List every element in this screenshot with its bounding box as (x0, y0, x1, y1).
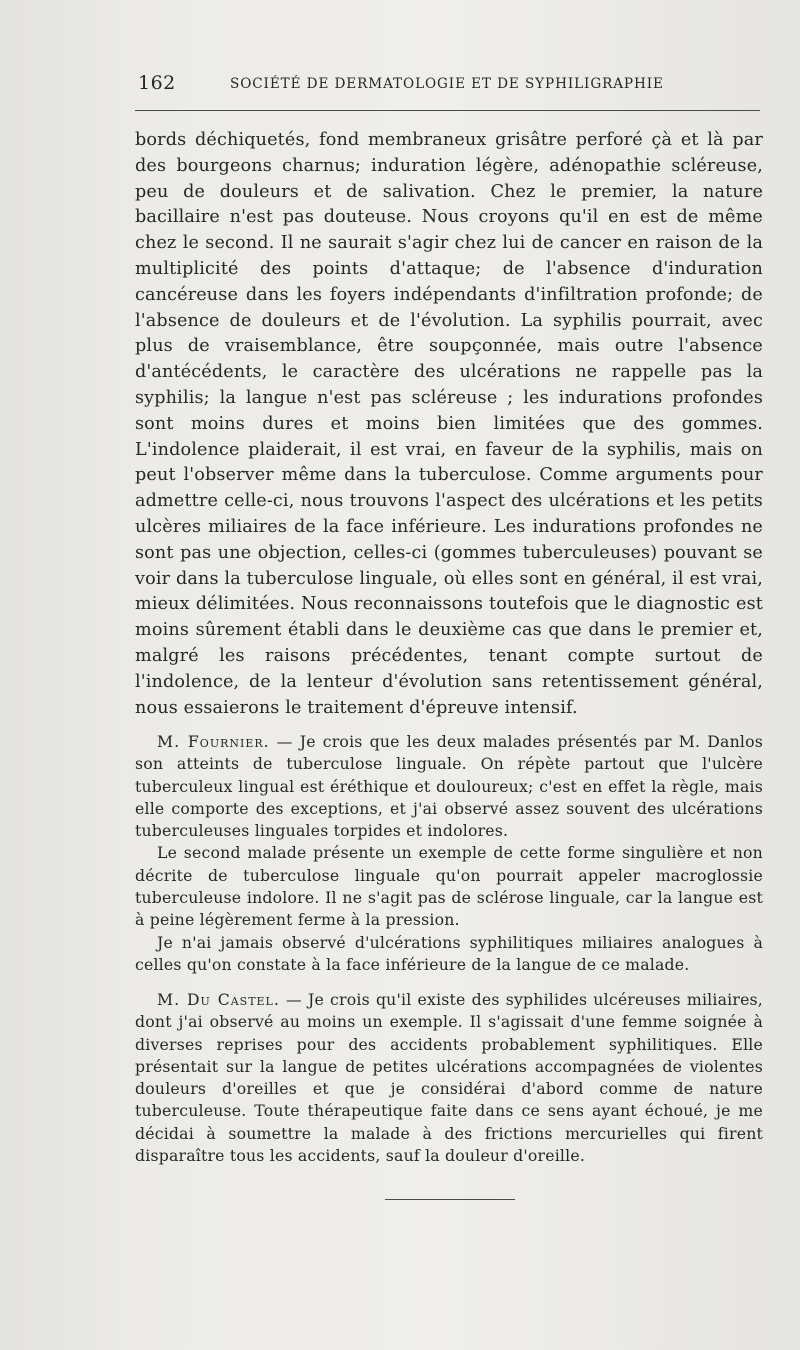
page-number: 162 (138, 72, 176, 94)
fournier-paragraph-1 (135, 731, 763, 842)
fournier-paragraph-2: Le second malade présente un exemple de cette forme singulière et non décrite de tuberculose linguale qu'on pourrait appeler macroglossie tuberculeuse indolore. Il ne s'agit pas de sclérose linguale, car la langue est à peine légèrement ferme à la pression. (135, 843, 763, 930)
fournier-paragraph-3: Je n'ai jamais observé d'ulcérations syphilitiques miliaires analogues à celles qu'on constate à la face inférieure de la langue de ce malade. (135, 932, 763, 974)
page-header (138, 72, 758, 96)
running-title: SOCIÉTÉ DE DERMATOLOGIE ET DE SYPHILIGRAPHIE (230, 76, 664, 92)
du-castel-remarks (135, 989, 763, 1167)
paragraph-text: — Je crois qu'il existe des syphilides ulcéreuses miliaires, dont j'ai observé au moins un exemple. Il s'agissait d'une femme soignée à diverses reprises pour des accidents probablement syphilitiques. Elle présentait sur la langue de petites ulcérations accompagnées de violentes douleurs d'oreilles et que je considérai d'abord comme de nature tuberculeuse. Toute thérapeutique faite dans ce sens ayant échoué, je me décidai à soumettre la malade à des frictions mercurielles qui firent disparaître tous les accidents, sauf la douleur d'oreille. (135, 990, 763, 1166)
speaker-name: M. Du Castel. (157, 990, 280, 1009)
du-castel-paragraph-1 (135, 989, 763, 1167)
main-paragraph: bords déchiquetés, fond membraneux grisâtre perforé çà et là par des bourgeons charnus; induration légère, adénopathie scléreuse, peu de douleurs et de salivation. Chez le premier, la nature bacillaire n'est pas douteuse. Nous croyons qu'il en est de même chez le second. Il ne saurait s'agir chez lui de cancer en raison de la multiplicité des points d'attaque; de l'absence d'induration cancéreuse dans les foyers indépendants d'infiltration profonde; de l'absence de douleurs et de l'évolution. La syphilis pourrait, avec plus de vraisemblance, être soupçonnée, mais outre l'absence d'antécédents, le caractère des ulcérations ne rappelle pas la syphilis; la langue n'est pas scléreuse ; les indurations profondes sont moins dures et moins bien limitées que des gommes. L'indolence plaiderait, il est vrai, en faveur de la syphilis, mais on peut l'observer même dans la tuberculose. Comme arguments pour admettre celle-ci, nous trouvons l'aspect des ulcérations et les petits ulcères miliaires de la face inférieure. Les indurations profondes ne sont pas une objection, celles-ci (gommes tuberculeuses) pouvant se voir dans la tuberculose linguale, où elles sont en général, il est vrai, mieux délimitées. Nous reconnaissons toutefois que le diagnostic est moins sûrement établi dans le deuxième cas que dans le premier et, malgré les raisons précédentes, tenant compte surtout de l'indolence, de la lenteur d'évolution sans retentissement général, nous essaierons le traitement d'épreuve intensif. (135, 130, 763, 718)
main-text-block (135, 128, 763, 721)
header-rule (135, 110, 760, 111)
fournier-remarks (135, 731, 763, 976)
paragraph-text: — Je crois que les deux malades présentés par M. Danlos son atteints de tuberculose linguale. On répète partout que l'ulcère tuberculeux lingual est éréthique et douloureux; c'est en effet la règle, mais elle comporte des exceptions, et j'ai observé assez souvent des ulcérations tuberculeuses linguales torpides et indolores. (135, 732, 763, 841)
section-end-rule (385, 1199, 515, 1200)
speaker-name: M. Fournier. (157, 732, 270, 751)
